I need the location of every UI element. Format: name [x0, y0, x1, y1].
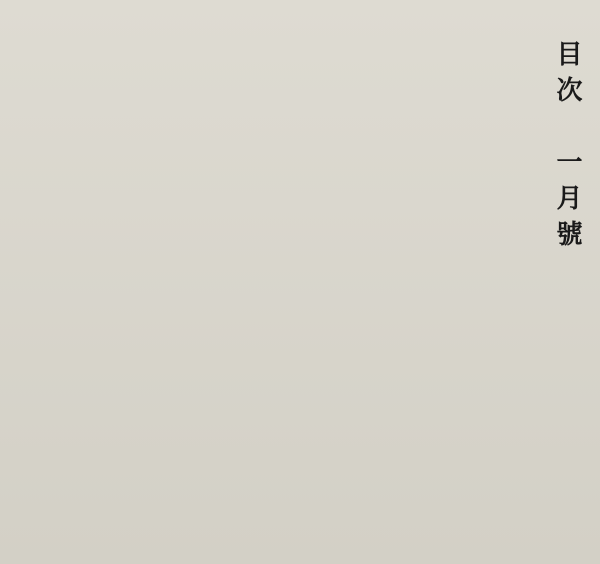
page-title: 目次 一月號: [552, 40, 582, 256]
toc-entries: [12, 12, 542, 552]
